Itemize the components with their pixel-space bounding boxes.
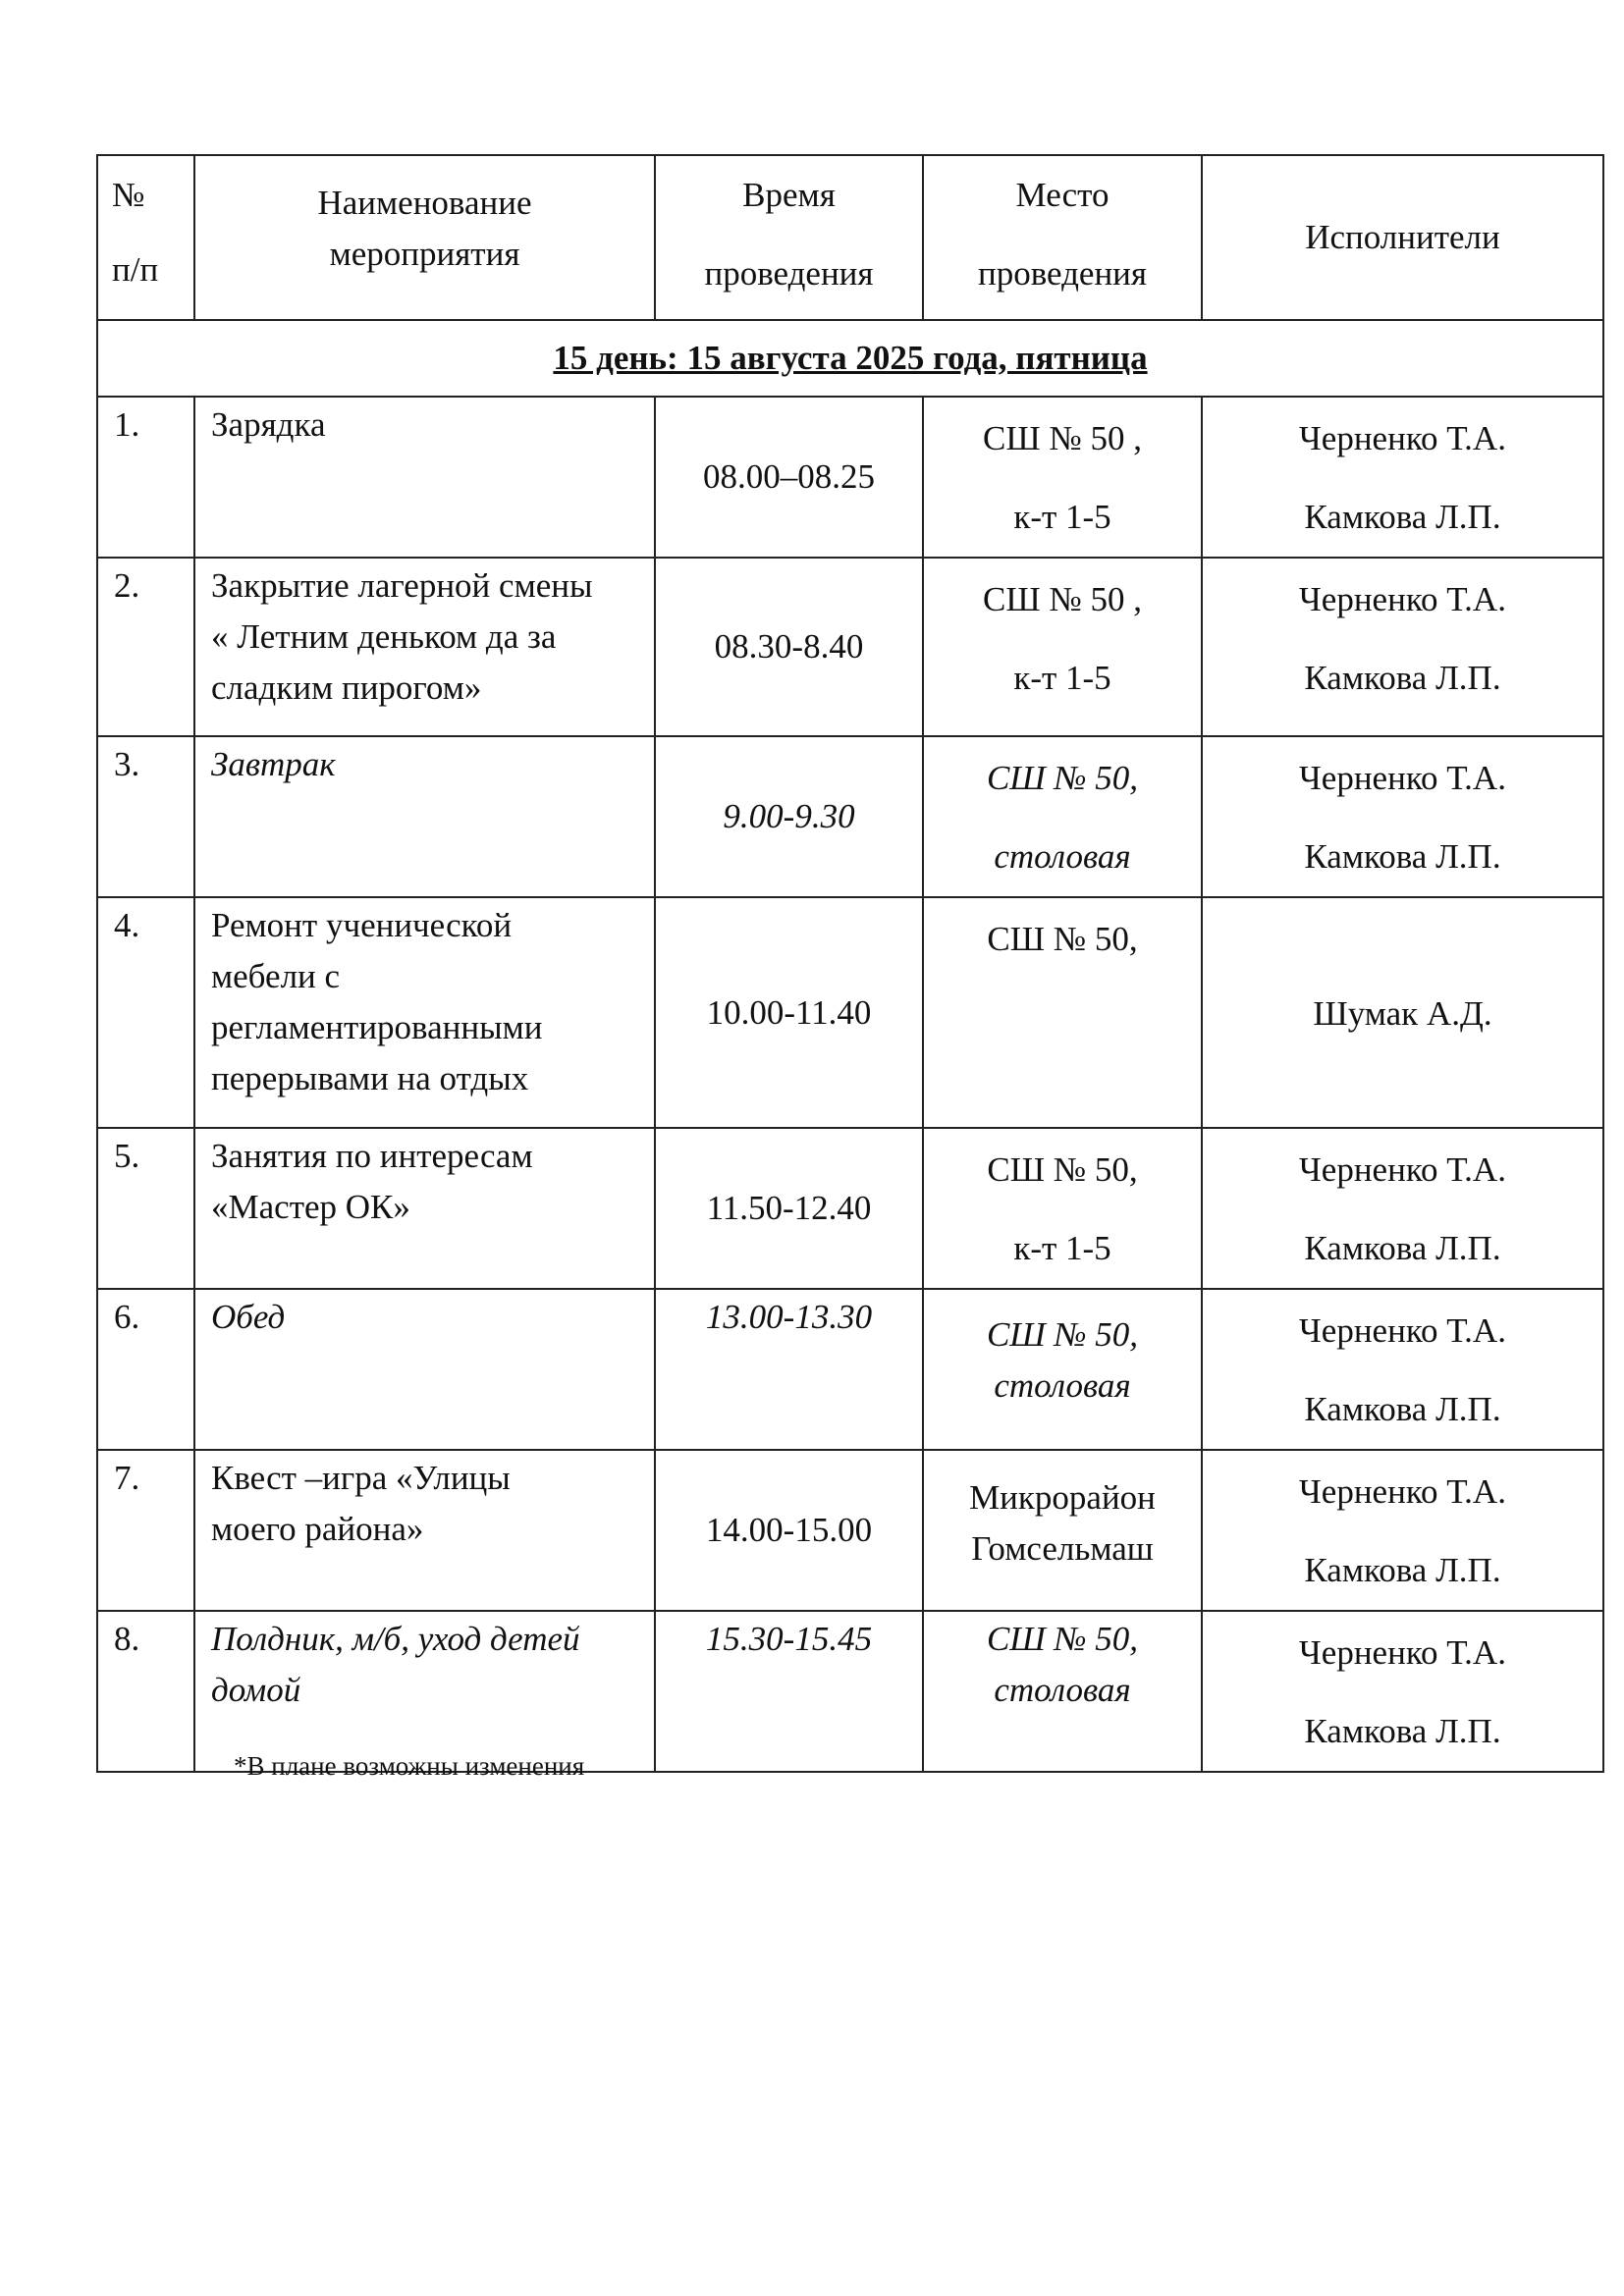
place-line: столовая bbox=[994, 1366, 1131, 1405]
event-name-line: Закрытие лагерной смены bbox=[211, 566, 593, 605]
row-time: 10.00-11.40 bbox=[655, 897, 923, 1128]
header-place bbox=[923, 155, 1202, 320]
executor-name: Черненко Т.А. bbox=[1299, 419, 1506, 457]
row-number: 6. bbox=[97, 1289, 194, 1450]
row-place bbox=[923, 558, 1202, 736]
executor-name: Камкова Л.П. bbox=[1304, 837, 1501, 876]
event-name-line: сладким пирогом» bbox=[211, 668, 482, 707]
table-header-row bbox=[97, 155, 1603, 320]
place-line: СШ № 50 , bbox=[982, 419, 1143, 457]
row-time: 9.00-9.30 bbox=[655, 736, 923, 897]
event-name-line: «Мастер ОК» bbox=[211, 1188, 410, 1226]
header-time-line1: Время bbox=[742, 176, 836, 214]
row-time: 08.00–08.25 bbox=[655, 397, 923, 558]
executor-name: Камкова Л.П. bbox=[1304, 659, 1501, 697]
row-number: 4. bbox=[97, 897, 194, 1128]
header-place-line2: проведения bbox=[977, 254, 1148, 293]
row-time: 08.30-8.40 bbox=[655, 558, 923, 736]
row-place bbox=[923, 1611, 1202, 1772]
executor-name: Черненко Т.А. bbox=[1299, 1150, 1506, 1189]
row-event-name bbox=[194, 736, 655, 897]
row-number: 5. bbox=[97, 1128, 194, 1289]
header-event-name-line2: мероприятия bbox=[329, 235, 520, 273]
row-number: 2. bbox=[97, 558, 194, 736]
row-event-name bbox=[194, 1450, 655, 1611]
event-name-line: Завтрак bbox=[211, 745, 336, 783]
row-number: 8. bbox=[97, 1611, 194, 1772]
header-number-symbol: № bbox=[112, 176, 145, 214]
header-number-abbr: п/п bbox=[112, 250, 159, 289]
executor-name: Черненко Т.А. bbox=[1299, 1311, 1506, 1350]
event-name-line: « Летним деньком да за bbox=[211, 617, 557, 656]
event-name-line: регламентированными bbox=[211, 1008, 543, 1046]
row-executors bbox=[1202, 397, 1603, 558]
executor-name: Черненко Т.А. bbox=[1299, 1472, 1506, 1511]
row-event-name bbox=[194, 1611, 655, 1772]
day-row bbox=[97, 320, 1603, 397]
event-name-line: Зарядка bbox=[211, 405, 326, 444]
row-executors bbox=[1202, 897, 1603, 1128]
place-line: к-т 1-5 bbox=[1013, 659, 1111, 697]
place-line: к-т 1-5 bbox=[1013, 498, 1111, 536]
executor-name: Камкова Л.П. bbox=[1304, 1712, 1501, 1750]
header-event-name bbox=[194, 155, 655, 320]
header-place-line1: Место bbox=[1015, 176, 1110, 214]
row-place bbox=[923, 736, 1202, 897]
place-line: к-т 1-5 bbox=[1013, 1229, 1111, 1267]
header-time bbox=[655, 155, 923, 320]
row-executors bbox=[1202, 1128, 1603, 1289]
day-cell bbox=[97, 320, 1603, 397]
row-event-name bbox=[194, 1128, 655, 1289]
row-executors bbox=[1202, 558, 1603, 736]
place-line: СШ № 50, bbox=[987, 1150, 1138, 1189]
executor-name: Камкова Л.П. bbox=[1304, 498, 1501, 536]
place-line: СШ № 50, bbox=[986, 1620, 1139, 1658]
executor-name: Камкова Л.П. bbox=[1304, 1390, 1501, 1428]
row-executors bbox=[1202, 1289, 1603, 1450]
event-name-line: домой bbox=[211, 1671, 301, 1709]
place-line: СШ № 50 , bbox=[982, 580, 1143, 618]
event-name-line: мебели с bbox=[211, 957, 341, 995]
executor-name: Шумак А.Д. bbox=[1313, 993, 1492, 1033]
event-name-line: Полдник, м/б, уход детей bbox=[211, 1620, 580, 1658]
row-event-name bbox=[194, 1289, 655, 1450]
day-title: 15 день: 15 августа 2025 года, пятница bbox=[553, 339, 1148, 377]
schedule-table bbox=[96, 154, 1604, 1773]
row-event-name bbox=[194, 558, 655, 736]
executor-name: Черненко Т.А. bbox=[1299, 580, 1506, 618]
place-line: СШ № 50, bbox=[986, 759, 1139, 797]
row-number: 1. bbox=[97, 397, 194, 558]
table-row bbox=[97, 1450, 1603, 1611]
header-number bbox=[97, 155, 194, 320]
table-row bbox=[97, 736, 1603, 897]
row-event-name bbox=[194, 397, 655, 558]
place-line: Гомсельмаш bbox=[971, 1529, 1154, 1568]
row-executors bbox=[1202, 1611, 1603, 1772]
event-name-line: моего района» bbox=[211, 1510, 424, 1548]
event-name-line: Квест –игра «Улицы bbox=[211, 1459, 511, 1497]
row-time: 15.30-15.45 bbox=[655, 1611, 923, 1772]
row-time: 14.00-15.00 bbox=[655, 1450, 923, 1611]
row-executors bbox=[1202, 1450, 1603, 1611]
executor-name: Черненко Т.А. bbox=[1299, 759, 1506, 797]
table-row bbox=[97, 558, 1603, 736]
row-place bbox=[923, 1450, 1202, 1611]
place-line: столовая bbox=[994, 1671, 1131, 1709]
executor-name: Камкова Л.П. bbox=[1304, 1229, 1501, 1267]
executor-name: Камкова Л.П. bbox=[1304, 1551, 1501, 1589]
event-name-line: Обед bbox=[211, 1298, 286, 1336]
executor-name: Черненко Т.А. bbox=[1299, 1633, 1506, 1672]
row-event-name bbox=[194, 897, 655, 1128]
place-line: столовая bbox=[994, 837, 1131, 876]
row-time: 11.50-12.40 bbox=[655, 1128, 923, 1289]
header-time-line2: проведения bbox=[704, 254, 874, 293]
footnote: *В плане возможны изменения bbox=[234, 1751, 585, 1781]
place-line: Микрорайон bbox=[969, 1478, 1156, 1517]
place-line: СШ № 50, bbox=[986, 1315, 1139, 1354]
header-executors: Исполнители bbox=[1202, 155, 1603, 320]
header-event-name-line1: Наименование bbox=[317, 184, 532, 222]
event-name-line: Занятия по интересам bbox=[211, 1137, 533, 1175]
row-place bbox=[923, 897, 1202, 1128]
table-row bbox=[97, 1128, 1603, 1289]
row-place bbox=[923, 397, 1202, 558]
row-place bbox=[923, 1289, 1202, 1450]
event-name-line: перерывами на отдых bbox=[211, 1059, 529, 1097]
table-row bbox=[97, 397, 1603, 558]
event-name-line: Ремонт ученической bbox=[211, 906, 513, 944]
row-executors bbox=[1202, 736, 1603, 897]
row-number: 7. bbox=[97, 1450, 194, 1611]
row-place bbox=[923, 1128, 1202, 1289]
place-line: СШ № 50, bbox=[987, 920, 1138, 958]
table-row bbox=[97, 1289, 1603, 1450]
table-row bbox=[97, 897, 1603, 1128]
row-number: 3. bbox=[97, 736, 194, 897]
table-row bbox=[97, 1611, 1603, 1772]
row-time: 13.00-13.30 bbox=[655, 1289, 923, 1450]
